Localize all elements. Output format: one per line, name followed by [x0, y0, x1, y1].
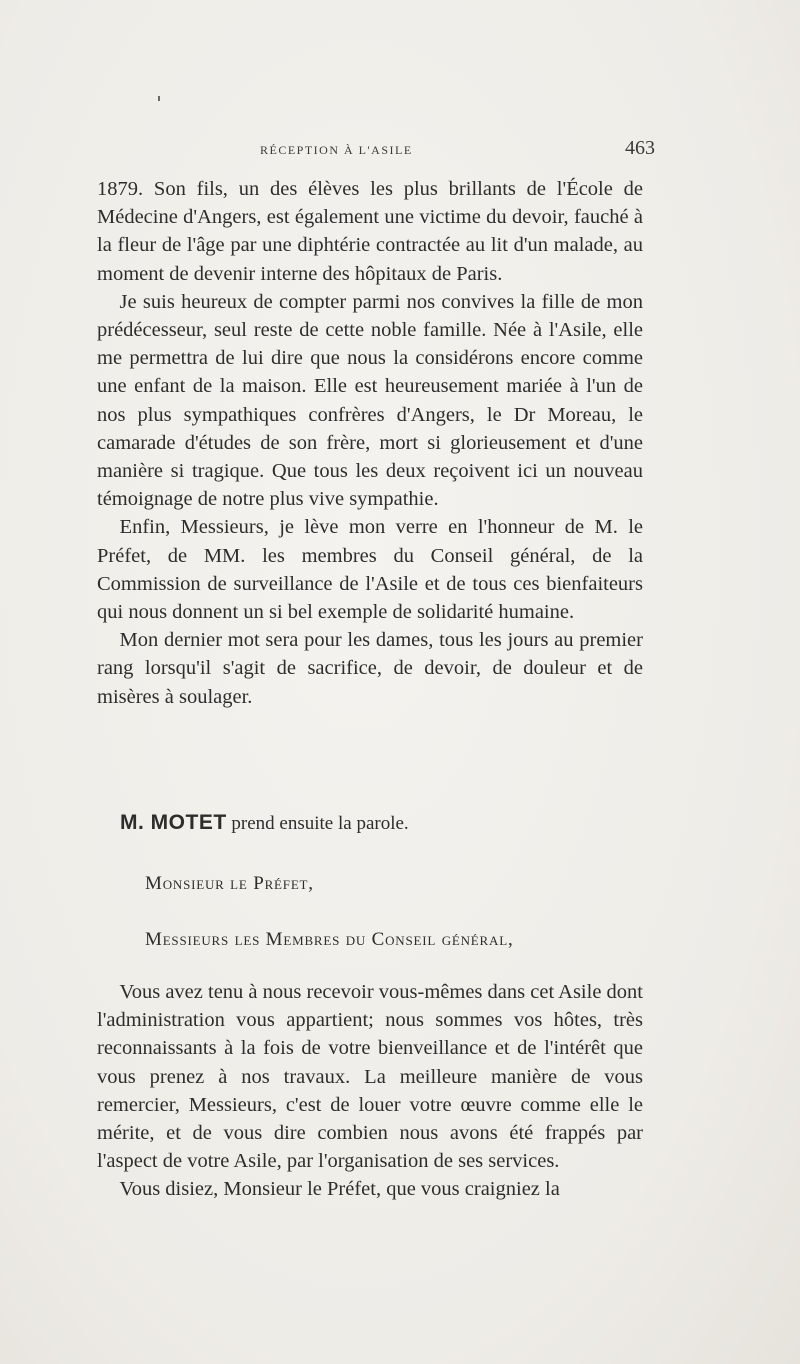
- body-text-top: [97, 175, 643, 711]
- paragraph: Enfin, Messieurs, je lève mon verre en l'honneur de M. le Préfet, de MM. les membres du Conseil général, de la Commission de surveillance de l'Asile et de tous ces bienfaiteurs qui nous donnent un si bel exemple de solidarité humaine.: [97, 516, 643, 624]
- speaker-action: prend ensuite la parole.: [231, 813, 409, 834]
- salutation-line-1: Monsieur le Préfet,: [145, 873, 314, 894]
- paragraph: Vous avez tenu à nous recevoir vous-mêmes dans cet Asile dont l'administration vous appartient; nous sommes vos hôtes, très reconnaissants à la fois de votre bienveillance et de l'intérêt que vous prenez à nos travaux. La meilleure manière de vous remercier, Messieurs, c'est de louer votre œuvre comme elle le mérite, et de vous dire combien nous avons été frappés par l'aspect de votre Asile, par l'organisation de ses services.: [97, 981, 643, 1173]
- speaker-line: [120, 811, 409, 835]
- paragraph: Je suis heureux de compter parmi nos convives la fille de mon prédécesseur, seul reste de cette noble famille. Née à l'Asile, elle me permettra de lui dire que nous la considérons encore comme une enfant de la maison. Elle est heureusement mariée à l'un de nos plus sympathiques confrères d'Angers, le Dr Moreau, le camarade d'études de son frère, mort si glorieusement et d'une manière si tragique. Que tous les deux reçoivent ici un nouveau témoignage de notre plus vive sympathie.: [97, 290, 643, 511]
- paragraph: Mon dernier mot sera pour les dames, tous les jours au premier rang lorsqu'il s'agit de sacrifice, de devoir, de douleur et de misères à soulager.: [97, 629, 643, 708]
- body-text-bottom: [97, 978, 643, 1204]
- speaker-name: M. MOTET: [120, 811, 227, 834]
- ink-speck: [158, 96, 160, 101]
- salutation-line-2: Messieurs les Membres du Conseil général,: [145, 929, 514, 950]
- paragraph-continued: 1879. Son fils, un des élèves les plus brillants de l'École de Médecine d'Angers, est également une victime du devoir, fauché à la fleur de l'âge par une diphtérie contractée au lit d'un malade, au moment de devenir interne des hôpitaux de Paris.: [97, 178, 643, 285]
- page-number: 463: [625, 137, 655, 159]
- running-head: RÉCEPTION À L'ASILE: [260, 143, 413, 157]
- page-header: [260, 137, 655, 167]
- paragraph: Vous disiez, Monsieur le Préfet, que vous craigniez la: [119, 1178, 560, 1201]
